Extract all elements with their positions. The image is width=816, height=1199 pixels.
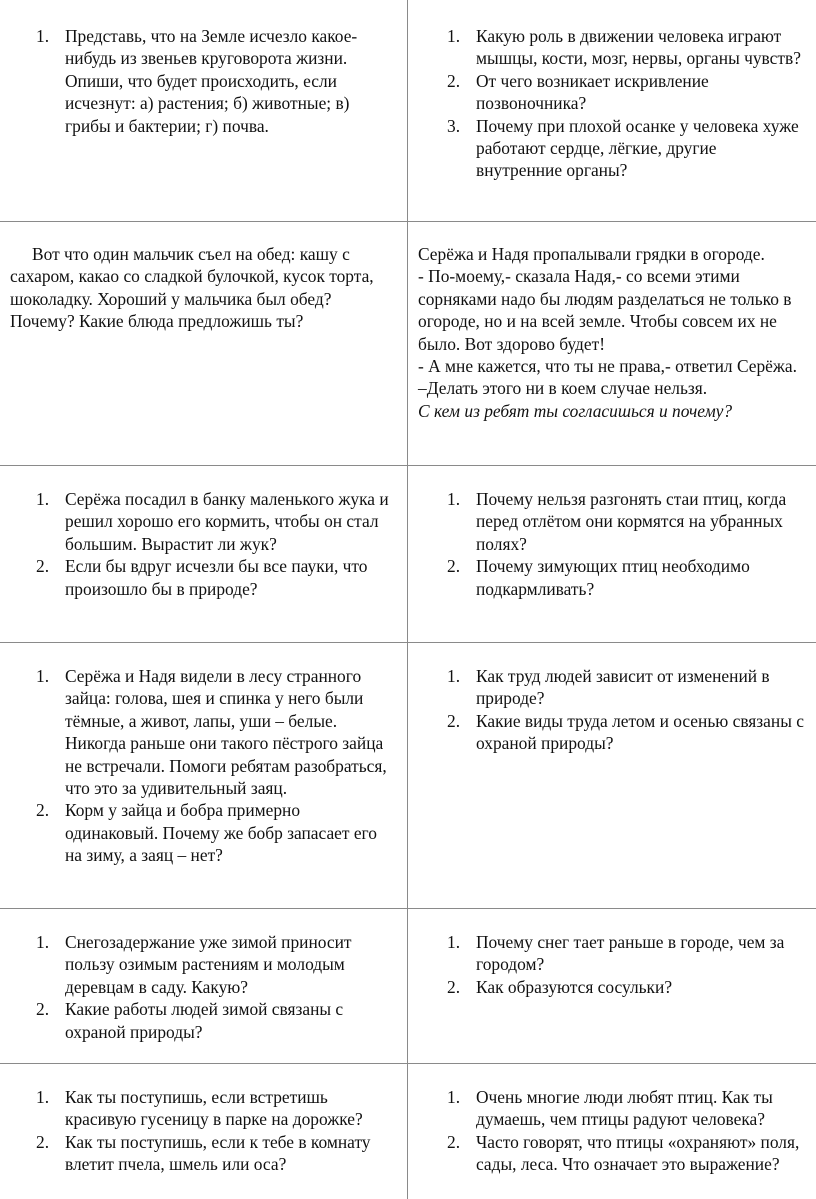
card-r1-left <box>0 0 408 222</box>
question-list <box>36 25 393 137</box>
card-r3-left <box>0 465 408 643</box>
card-r6-left <box>0 1063 408 1199</box>
list-item: 2. От чего возникает искривление позвоночника? <box>447 70 709 114</box>
card-r2-right <box>408 221 816 466</box>
list-item: 1. Представь, что на Земле исчезло какое-нибудь из звеньев круговорота жизни. Опиши, что будет происходить, если исчезнут: а) растения; б) животные; в) грибы и бактерии; г) почва. <box>36 26 358 136</box>
list-item: 2. Какие работы людей зимой связаны с охраной природы? <box>36 999 344 1042</box>
lunch-question-text: Вот что один мальчик съел на обед: кашу с сахаром, какао со сладкой булочкой, кусок торта, шоколадку. Хороший у мальчика был обед? Почему? Какие блюда предложишь ты? <box>10 244 374 332</box>
list-item: 1. Почему нельзя разгонять стаи птиц, когда перед отлётом они кормятся на убранных полях? <box>447 489 787 554</box>
question-list <box>447 25 806 182</box>
list-item: 2. Как образуются сосульки? <box>447 976 673 997</box>
question-list <box>36 665 393 867</box>
question-list <box>447 665 806 755</box>
list-item: 1. Снегозадержание уже зимой приносит пользу озимым растениям и молодым деревцам в саду. Какую? <box>36 932 352 997</box>
card-r5-right <box>408 908 816 1064</box>
list-item: 1. Как труд людей зависит от изменений в природе? <box>447 666 770 709</box>
list-item: 2. Какие виды труда летом и осенью связаны с охраной природы? <box>447 710 804 754</box>
question-list <box>447 488 806 600</box>
list-item: 1. Серёжа посадил в банку маленького жука и решил хорошо его кормить, чтобы он стал большим. Вырастит ли жук? <box>36 489 389 554</box>
dialog-line: Серёжа и Надя пропалывали грядки в огороде. <box>418 244 765 264</box>
card-r5-left <box>0 908 408 1064</box>
dialog-line: - По-моему,- сказала Надя,- со всеми этими сорняками надо бы людям разделаться не только в огороде, но и на всей земле. Чтобы совсем их не было. Вот здорово будет! <box>418 266 792 354</box>
card-r1-right <box>408 0 816 222</box>
question-list <box>36 1086 393 1176</box>
question-list <box>447 931 806 998</box>
dialog-question: С кем из ребят ты согласишься и почему? <box>418 400 733 421</box>
list-item: 1. Какую роль в движении человека играют мышцы, кости, мозг, нервы, органы чувств? <box>447 26 801 69</box>
list-item: 3. Почему при плохой осанке у человека хуже работают сердце, лёгкие, другие внутренние органы? <box>447 115 799 181</box>
list-item: 2. Если бы вдруг исчезли бы все пауки, что произошло бы в природе? <box>36 556 368 599</box>
list-item: 1. Почему снег тает раньше в городе, чем за городом? <box>447 932 785 975</box>
list-item: 1. Очень многие люди любят птиц. Как ты думаешь, чем птицы радуют человека? <box>447 1087 773 1130</box>
weeds-dialog <box>418 243 806 422</box>
card-r4-left <box>0 642 408 909</box>
list-item: 1. Как ты поступишь, если встретишь красивую гусеницу в парке на дорожке? <box>36 1087 363 1130</box>
list-item: 1. Серёжа и Надя видели в лесу странного зайца: голова, шея и спинка у него были тёмные, а живот, лапы, уши – белые. Никогда раньше они такого пёстрого зайца не встречали. Помоги ребятам разобраться, что это за удивительный заяц. <box>36 666 387 799</box>
list-item: 2. Корм у зайца и бобра примерно одинаковый. Почему же бобр запасает его на зиму, а заяц – нет? <box>36 800 377 866</box>
dialog-line: - А мне кажется, что ты не права,- ответил Серёжа. –Делать этого ни в коем случае нельзя. <box>418 356 797 399</box>
card-r4-right <box>408 642 816 909</box>
list-item: 2. Часто говорят, что птицы «охраняют» поля, сады, леса. Что означает это выражение? <box>447 1131 800 1175</box>
card-r3-right <box>408 465 816 643</box>
question-list <box>36 931 393 1043</box>
list-item: 2. Как ты поступишь, если к тебе в комнату влетит пчела, шмель или оса? <box>36 1131 371 1175</box>
card-r6-right <box>408 1063 816 1199</box>
question-list <box>36 488 393 600</box>
list-item: 2. Почему зимующих птиц необходимо подкармливать? <box>447 556 750 599</box>
question-list <box>447 1086 806 1176</box>
card-r2-left <box>0 221 408 466</box>
